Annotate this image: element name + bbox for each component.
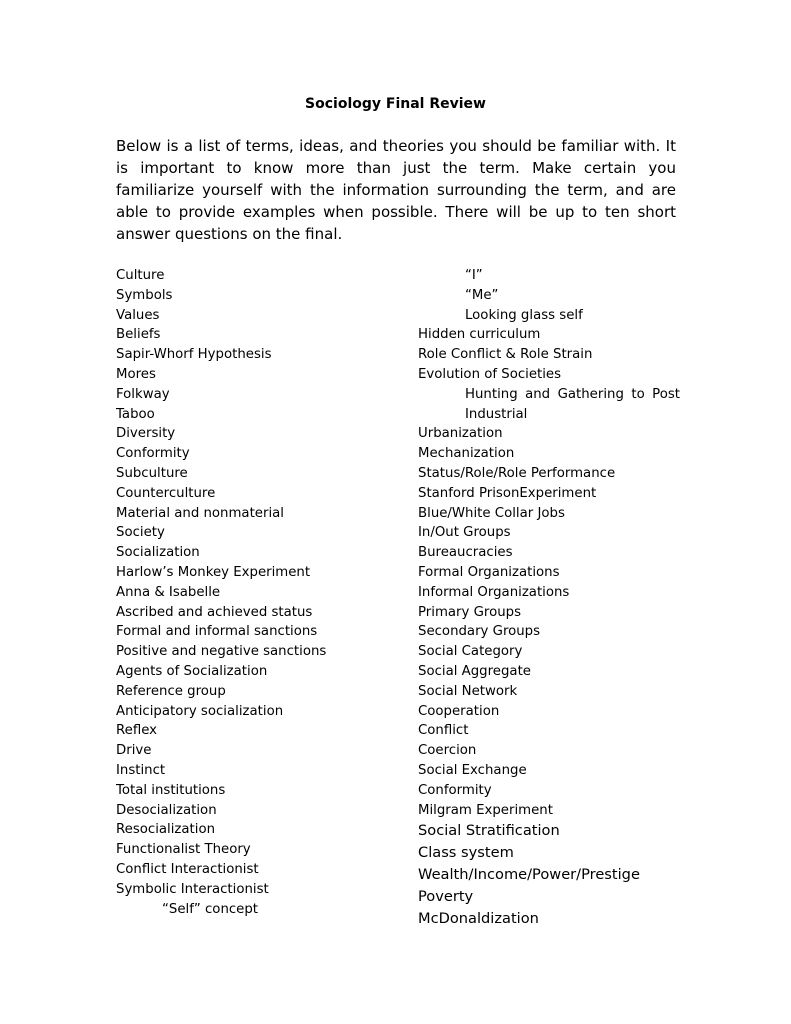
term-item: Desocialization (116, 802, 217, 818)
term-item: Beliefs (116, 327, 161, 343)
term-item: Social Aggregate (418, 663, 531, 679)
intro-paragraph: Below is a list of terms, ideas, and theories you should be familiar with. It is important to know more than just the term. Make certain you familiarize yourself with the information surrounding the term, and are able to provide examples when possible. There will be up to ten short answer questions on the final. (116, 137, 676, 243)
term-item: Informal Organizations (418, 584, 570, 600)
term-item: Social Exchange (418, 762, 527, 778)
term-item: Culture (116, 268, 165, 283)
term-item: Mechanization (418, 446, 515, 462)
term-item: Formal and informal sanctions (116, 624, 318, 640)
term-item: “Me” (465, 287, 499, 303)
term-item: Instinct (116, 762, 166, 778)
term-item: Conformity (116, 446, 190, 462)
term-item: Wealth/Income/Power/Prestige (418, 865, 640, 883)
term-item: Conflict (418, 723, 469, 739)
term-item: Milgram Experiment (418, 802, 553, 818)
term-item: “Self” concept (162, 901, 259, 917)
term-item: Urbanization (418, 426, 503, 442)
term-item: Formal Organizations (418, 564, 560, 580)
term-item: Role Conflict & Role Strain (418, 347, 593, 363)
left-term-list (116, 266, 406, 919)
term-item: Sapir-Whorf Hypothesis (116, 347, 272, 363)
term-item: Blue/White Collar Jobs (418, 505, 565, 521)
term-item: Agents of Socialization (116, 663, 268, 679)
term-item: Ascribed and achieved status (116, 604, 313, 620)
term-item: Anticipatory socialization (116, 703, 284, 719)
term-item: Class system (418, 844, 514, 862)
term-item: Conflict Interactionist (116, 861, 259, 877)
term-item: Diversity (116, 426, 176, 442)
term-item: Social Category (418, 644, 523, 660)
term-item: Socialization (116, 545, 200, 561)
term-item: Social Stratification (418, 822, 560, 840)
term-item: “I” (465, 268, 483, 283)
term-item: Total institutions (116, 782, 226, 798)
term-item: Anna & Isabelle (116, 584, 221, 600)
term-item: Folkway (116, 386, 170, 402)
term-item: Conformity (418, 782, 492, 798)
term-item: Social Network (418, 683, 518, 699)
term-item: Reference group (116, 683, 226, 699)
term-item: Subculture (116, 465, 188, 481)
term-item: Mores (116, 366, 156, 382)
term-item: Counterculture (116, 485, 216, 501)
term-item: Symbols (116, 287, 173, 303)
term-item: Resocialization (116, 822, 216, 838)
term-item: In/Out Groups (418, 525, 511, 541)
term-item: Evolution of Societies (418, 366, 562, 382)
term-item: Secondary Groups (418, 624, 541, 640)
term-item: Harlow’s Monkey Experiment (116, 564, 311, 580)
term-item: Bureaucracies (418, 545, 513, 561)
term-item: Values (116, 307, 160, 323)
term-item: Material and nonmaterial (116, 505, 284, 521)
term-item: Society (116, 525, 165, 541)
term-item: Cooperation (418, 703, 500, 719)
term-item: Symbolic Interactionist (116, 881, 269, 897)
term-item: Coercion (418, 743, 477, 759)
term-item: Looking glass self (465, 307, 583, 323)
term-item: Reflex (116, 723, 158, 739)
term-item: Primary Groups (418, 604, 522, 620)
term-item: Hunting and Gathering to Post (465, 386, 680, 402)
term-item: McDonaldization (418, 909, 539, 927)
term-item: Hidden curriculum (418, 327, 541, 343)
right-term-list (418, 266, 680, 929)
term-item: Taboo (116, 406, 155, 422)
term-item: Drive (116, 743, 152, 759)
term-item: Status/Role/Role Performance (418, 465, 616, 481)
document-title: Sociology Final Review (305, 96, 486, 112)
term-item: Stanford PrisonExperiment (418, 485, 597, 501)
term-item: Functionalist Theory (116, 842, 251, 858)
term-item: Poverty (418, 887, 474, 905)
term-item: Positive and negative sanctions (116, 644, 327, 660)
term-item: Industrial (465, 406, 528, 422)
